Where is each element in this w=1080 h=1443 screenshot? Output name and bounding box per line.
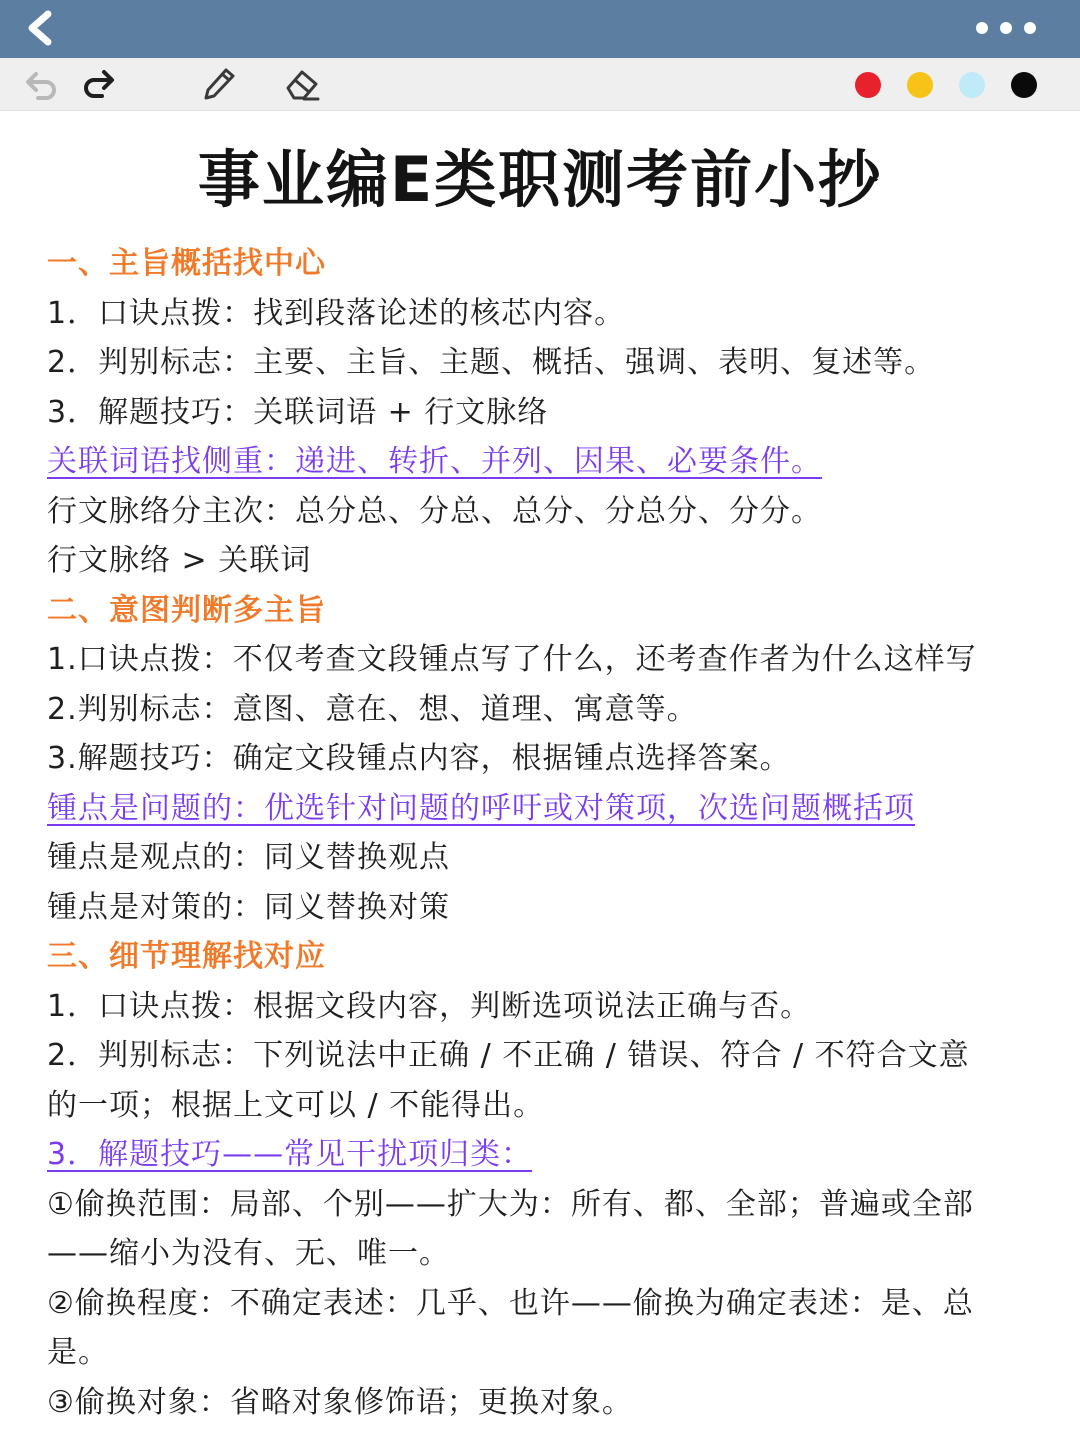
section-heading-2: 二、意图判断多主旨: [47, 592, 326, 628]
note-line: 1．口诀点拨：根据文段内容，判断选项说法正确与否。: [47, 988, 812, 1024]
highlighted-note-link[interactable]: 锺点是问题的：优选针对问题的呼吁或对策项，次选问题概括项: [47, 790, 915, 826]
highlighted-note-link[interactable]: 3．解题技巧——常见干扰项归类：: [47, 1137, 533, 1172]
note-line: 3.解题技巧：确定文段锺点内容，根据锺点选择答案。: [47, 741, 791, 776]
page-title: 事业编E类职测考前小抄: [197, 143, 883, 216]
note-line: 行文脉络分主次：总分总、分总、总分、分总分、分分。: [47, 493, 822, 529]
color-light-blue-swatch[interactable]: [959, 72, 985, 98]
redo-icon[interactable]: [78, 66, 118, 102]
note-line: 锺点是对策的：同义替换对策: [47, 889, 450, 925]
note-line: ①偷换范围：局部、个别——扩大为：所有、都、全部；普遍或全部: [47, 1186, 974, 1222]
note-line: 锺点是观点的：同义替换观点: [47, 840, 450, 875]
note-line: ③偷换对象：省略对象修饰语；更换对象。: [47, 1384, 633, 1420]
note-line: ——缩小为没有、无、唯一。: [47, 1236, 450, 1271]
note-line: 2．判别标志：主要、主旨、主题、概括、强调、表明、复述等。: [47, 345, 936, 380]
eraser-icon[interactable]: [282, 66, 322, 102]
note-line: 1.口诀点拨：不仅考查文段锺点写了什么，还考查作者为什么这样写: [47, 642, 977, 677]
pencil-icon[interactable]: [198, 66, 238, 102]
color-black-swatch[interactable]: [1011, 72, 1037, 98]
note-line: ②偷换程度：不确定表述：几乎、也许——偷换为确定表述：是、总: [47, 1285, 974, 1321]
note-line: 2．判别标志：下列说法中正确 / 不正确 / 错误、符合 / 不符合文意: [47, 1038, 970, 1073]
section-heading-3: 三、细节理解找对应: [47, 939, 326, 974]
note-line: 2.判别标志：意图、意在、想、道理、寓意等。: [47, 691, 698, 727]
undo-icon[interactable]: [22, 66, 62, 102]
note-content: [47, 239, 1047, 1427]
back-chevron-icon[interactable]: [22, 8, 58, 48]
note-line: 行文脉络 > 关联词: [47, 543, 312, 578]
color-yellow-swatch[interactable]: [907, 72, 933, 98]
note-line: 1．口诀点拨：找到段落论述的核芯内容。: [47, 295, 626, 331]
top-bar: [0, 0, 1080, 58]
note-line: 3．解题技巧：关联词语 + 行文脉络: [47, 394, 549, 430]
more-dots-icon[interactable]: [974, 18, 1038, 38]
highlighted-note-link[interactable]: 关联词语找侧重：递进、转折、并列、因果、必要条件。: [47, 444, 822, 479]
section-heading-1: 一、主旨概括找中心: [47, 246, 326, 281]
note-line: 是。: [47, 1335, 109, 1370]
note-line: 的一项；根据上文可以 / 不能得出。: [47, 1087, 545, 1123]
color-red-swatch[interactable]: [855, 72, 881, 98]
